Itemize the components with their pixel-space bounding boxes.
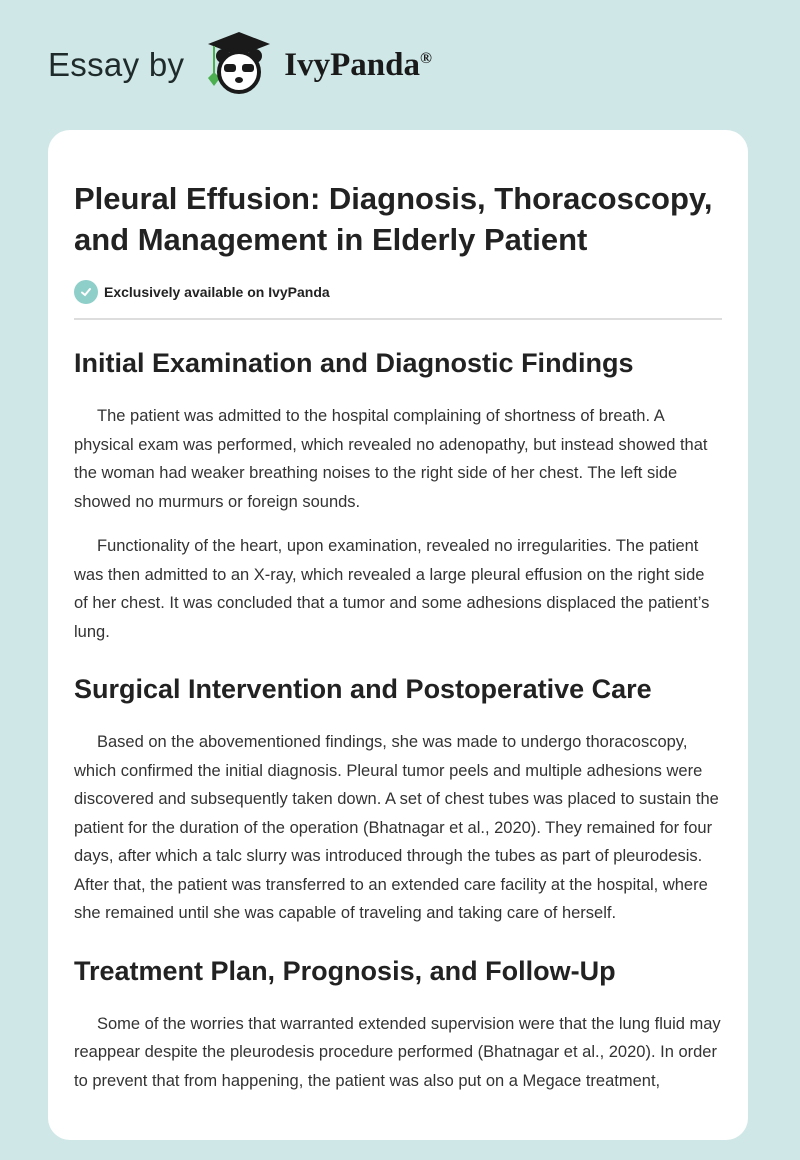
exclusive-badge [74, 280, 722, 304]
paragraph: The patient was admitted to the hospital complaining of shortness of breath. A physical exam was performed, which revealed no adenopathy, but instead showed that the woman had weaker breathing noises to the right side of her chest. The left side showed no murmurs or foreign sounds. [74, 407, 708, 511]
panda-logo-icon[interactable] [204, 28, 274, 103]
essay-title: Pleural Effusion: Diagnosis, Thoracoscopy, and Management in Elderly Patient [74, 181, 713, 257]
paragraph: Some of the worries that warranted extended supervision were that the lung fluid may reappear despite the pleurodesis procedure performed (Bhatnagar et al., 2020). In order to prevent that from happening, the patient was also put on a Megace treatment, [74, 1014, 721, 1090]
divider [74, 318, 722, 320]
brand-name[interactable] [284, 47, 432, 84]
check-icon [74, 280, 98, 304]
section-heading: Treatment Plan, Prognosis, and Follow-Up [74, 955, 616, 986]
exclusive-text: Exclusively available on IvyPanda [104, 284, 330, 300]
registered-mark: ® [420, 49, 432, 67]
essay-card [48, 130, 748, 1140]
paragraph: Functionality of the heart, upon examination, revealed no irregularities. The patient was then admitted to an X-ray, which revealed a large pleural effusion on the right side of her chest. It was concluded that a tumor and some adhesions displaced the patient’s lung. [74, 537, 710, 641]
brand-text: IvyPanda [284, 46, 421, 83]
essay-by-label: Essay by [48, 46, 185, 83]
site-header [48, 30, 432, 100]
section-heading: Surgical Intervention and Postoperative Care [74, 674, 652, 704]
section-heading: Initial Examination and Diagnostic Findings [74, 348, 634, 378]
paragraph: Based on the abovementioned findings, she was made to undergo thoracoscopy, which confirmed the initial diagnosis. Pleural tumor peels and multiple adhesions were discovered and subsequently taken down. A set of chest tubes was placed to sustain the patient for the duration of the operation (Bhatnagar et al., 2020). They remained for four days, after which a talc slurry was introduced through the tubes as part of pleurodesis. After that, the patient was transferred to an extended care facility at the hospital, where she remained until she was capable of traveling and taking care of herself. [74, 733, 719, 922]
